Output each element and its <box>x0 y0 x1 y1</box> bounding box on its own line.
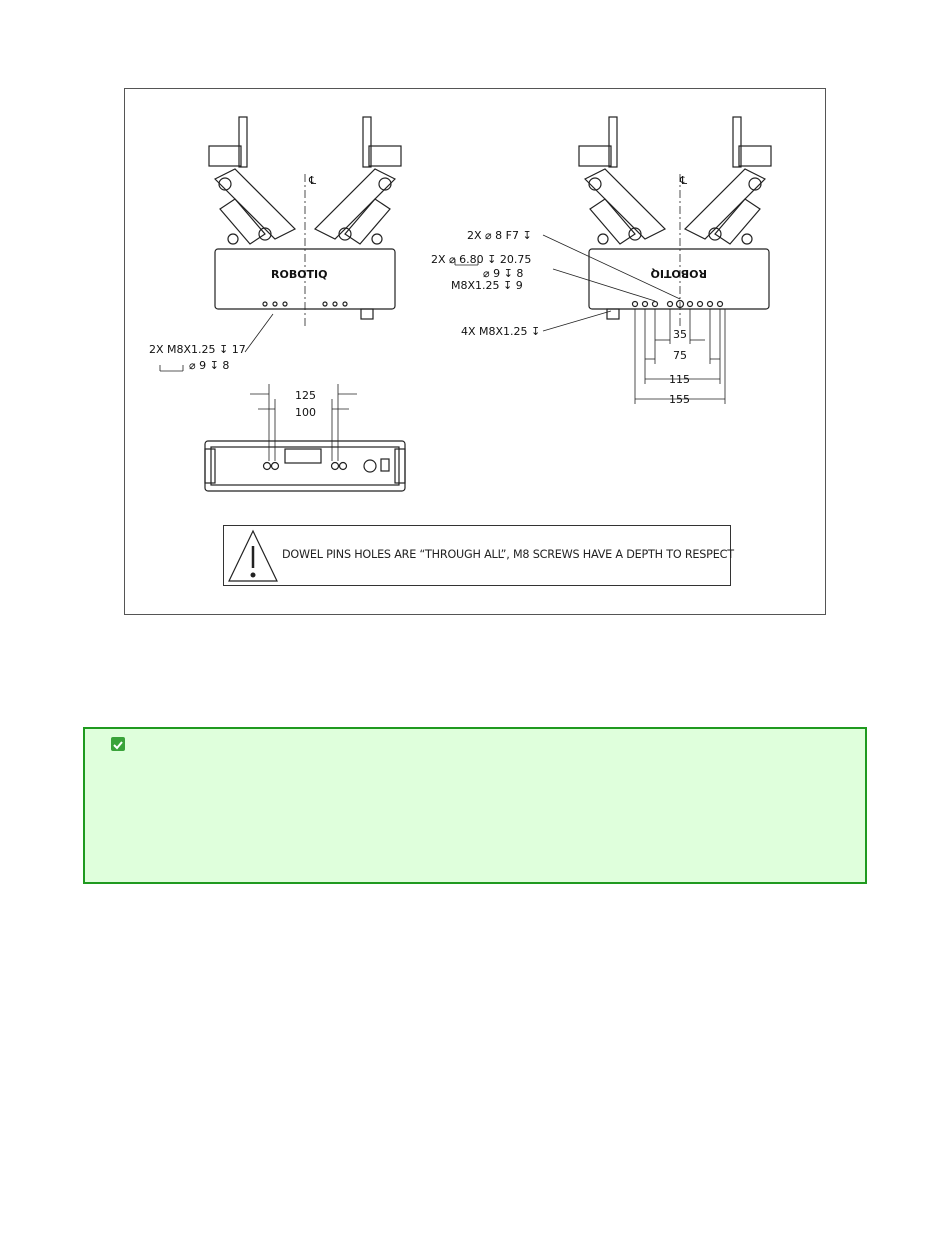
dim-35: 35 <box>673 328 687 341</box>
dim-155: 155 <box>669 393 690 406</box>
centerline-symbol-left: ℄ <box>309 174 317 187</box>
dim-100: 100 <box>295 406 316 419</box>
gripper-bottom-view <box>205 441 405 491</box>
label-dowel: 2X ⌀ 8 F7 ↧ <box>467 229 532 242</box>
warning-triangle-icon <box>224 526 282 587</box>
label-hole-c: M8X1.25 ↧ 9 <box>451 279 523 292</box>
label-left-thread: 2X M8X1.25 ↧ 17 <box>149 343 246 356</box>
warning-note-box <box>223 525 734 586</box>
warning-note-text: DOWEL PINS HOLES ARE “THROUGH ALL”, M8 SCREWS HAVE A DEPTH TO RESPECT <box>282 548 734 561</box>
label-left-cbore: ⌀ 9 ↧ 8 <box>189 359 230 372</box>
brand-label: ROBOTIQ <box>271 268 328 281</box>
brand-label-mirrored: ROBOTIQ <box>650 267 707 280</box>
label-hole-b: ⌀ 9 ↧ 8 <box>483 267 524 280</box>
label-4x-thread: 4X M8X1.25 ↧ <box>461 325 541 338</box>
centerline-symbol-right: ℄ <box>680 174 688 187</box>
tip-callout-box <box>83 727 867 884</box>
check-icon <box>111 737 125 751</box>
dim-75: 75 <box>673 349 687 362</box>
dim-125: 125 <box>295 389 316 402</box>
label-hole-a: 2X ⌀ 6.80 ↧ 20.75 <box>431 253 532 266</box>
right-gripper-front-view <box>579 117 771 319</box>
dim-115: 115 <box>669 373 690 386</box>
technical-drawing-frame <box>124 88 826 615</box>
